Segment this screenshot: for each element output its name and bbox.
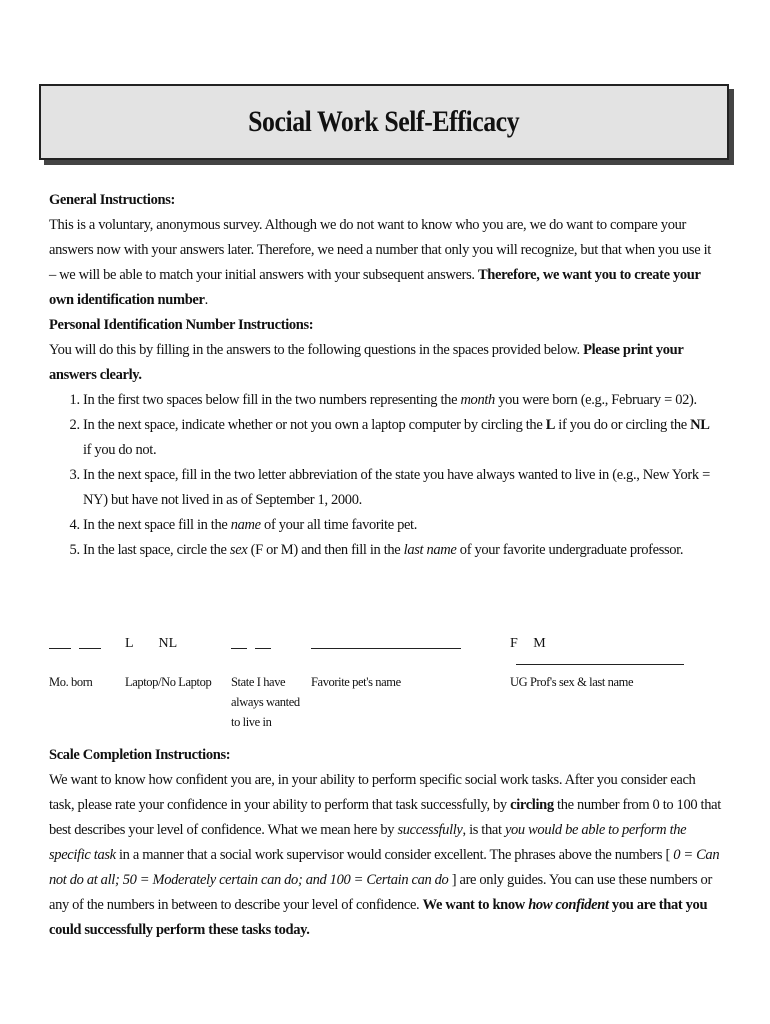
scale-text bbox=[49, 768, 721, 943]
laptop-l-option[interactable]: L bbox=[125, 636, 134, 651]
state-letter-1-blank[interactable] bbox=[231, 636, 247, 649]
step-3-text: In the next space, fill in the two letter abbreviation of the state you have always wanted to live in (e.g., New York = NY) but have not lived in as of September 1, 2000. bbox=[83, 467, 710, 508]
label-laptop: Laptop/No Laptop bbox=[125, 675, 212, 689]
step-5-text-e: of your favorite undergraduate professor. bbox=[456, 542, 684, 558]
step-5-italic-sex: sex bbox=[229, 542, 248, 558]
step-2-text-e: if you do not. bbox=[83, 442, 157, 458]
scale-heading: Scale Completion Instructions: bbox=[49, 747, 231, 763]
step-5-text-a: In the last space, circle the bbox=[83, 542, 230, 558]
scale-instructions bbox=[49, 743, 721, 943]
label-state-line-3: to live in bbox=[231, 715, 272, 729]
step-4-text-a: In the next space fill in the bbox=[83, 517, 231, 533]
scale-text-1: We want to know how confident you are, in your ability to perform specific social work tasks. After you consider each task, please rate your confidence in your ability to perform that task successfully, by bbox=[49, 772, 696, 813]
scale-bold-want: We want to know bbox=[422, 897, 529, 913]
pin-step-4 bbox=[83, 513, 721, 538]
scale-italic-guides: 0 = Can not do at all; 50 = Moderately certain can do; and 100 = Certain can do bbox=[49, 847, 720, 888]
step-1-text-c: you were born (e.g., February = 02). bbox=[494, 392, 697, 408]
pin-steps bbox=[49, 388, 721, 563]
state-letter-2-blank[interactable] bbox=[255, 636, 271, 649]
pin-step-1 bbox=[83, 388, 721, 413]
step-4-text-c: of your all time favorite pet. bbox=[260, 517, 418, 533]
instructions bbox=[49, 188, 721, 563]
general-heading: General Instructions: bbox=[49, 192, 175, 208]
sex-m-option[interactable]: M bbox=[533, 636, 546, 651]
scale-text-2: the number from 0 to 100 that best describes your level of confidence. What we mean here by bbox=[49, 797, 721, 838]
prof-last-name-blank[interactable] bbox=[516, 652, 684, 665]
laptop-options bbox=[125, 636, 177, 652]
laptop-nl-option[interactable]: NL bbox=[158, 636, 178, 651]
step-2-bold-nl: NL bbox=[690, 417, 710, 433]
sex-f-option[interactable]: F bbox=[510, 636, 518, 651]
month-blanks[interactable] bbox=[49, 636, 101, 654]
step-1-text-a: In the first two spaces below fill in the two numbers representing the bbox=[83, 392, 461, 408]
id-fields bbox=[49, 636, 721, 736]
scale-italic-successfully: successfully bbox=[397, 822, 463, 838]
label-mo-born: Mo. born bbox=[49, 675, 93, 689]
month-digit-1-blank[interactable] bbox=[49, 636, 71, 649]
pin-heading: Personal Identification Number Instructions: bbox=[49, 317, 314, 333]
general-text-end: . bbox=[204, 292, 208, 308]
scale-bold-circling: circling bbox=[510, 797, 554, 813]
step-2-text-a: In the next space, indicate whether or not you own a laptop computer by circling the bbox=[83, 417, 546, 433]
step-5-italic-lastname: last name bbox=[403, 542, 457, 558]
scale-text-4: in a manner that a social work supervisor would consider excellent. The phrases above the numbers [ bbox=[115, 847, 674, 863]
state-blanks[interactable] bbox=[231, 636, 271, 654]
step-2-bold-l: L bbox=[545, 417, 556, 433]
label-prof: UG Prof's sex & last name bbox=[510, 675, 634, 689]
general-text-1: This is a voluntary, anonymous survey. Although we do not want to know who you are, we do want to compare your answers now with your answers later. Therefore, we need a number that only you will recognize, but that when you use it – we will be able to match your initial answers with your subsequent answers. bbox=[49, 217, 711, 283]
scale-bold-italic-confident: how confident bbox=[528, 897, 609, 913]
pin-intro-bold: Please print your answers clearly. bbox=[49, 342, 684, 383]
step-4-italic: name bbox=[230, 517, 261, 533]
month-digit-2-blank[interactable] bbox=[79, 636, 101, 649]
scale-text-3: , is that bbox=[462, 822, 505, 838]
label-state-line-1: State I have bbox=[231, 675, 286, 689]
step-1-italic: month bbox=[460, 392, 495, 408]
label-state-line-2: always wanted bbox=[231, 695, 300, 709]
title-box bbox=[39, 84, 729, 160]
pet-name-blank[interactable] bbox=[311, 636, 461, 654]
step-5-text-c: (F or M) and then fill in the bbox=[247, 542, 404, 558]
step-2-text-c: if you do or circling the bbox=[555, 417, 691, 433]
pin-step-2 bbox=[83, 413, 721, 463]
scale-text-5: ] are only guides. You can use these numbers or any of the numbers in between to describe your level of confidence. bbox=[49, 872, 712, 913]
label-state bbox=[231, 672, 300, 732]
label-pet: Favorite pet's name bbox=[311, 675, 401, 689]
prof-fields bbox=[510, 636, 721, 670]
scale-bold-end: you are that you could successfully perform these tasks today. bbox=[49, 897, 708, 938]
general-text bbox=[49, 213, 721, 313]
page-title: Social Work Self-Efficacy bbox=[248, 105, 520, 138]
general-text-bold: Therefore, we want you to create your own identification number bbox=[49, 267, 701, 308]
scale-italic-perform: you would be able to perform the specific task bbox=[49, 822, 687, 863]
pin-intro-text: You will do this by filling in the answers to the following questions in the spaces provided below. bbox=[49, 342, 584, 358]
pin-intro bbox=[49, 338, 721, 388]
pin-step-3 bbox=[83, 463, 721, 513]
pin-step-5 bbox=[83, 538, 721, 563]
